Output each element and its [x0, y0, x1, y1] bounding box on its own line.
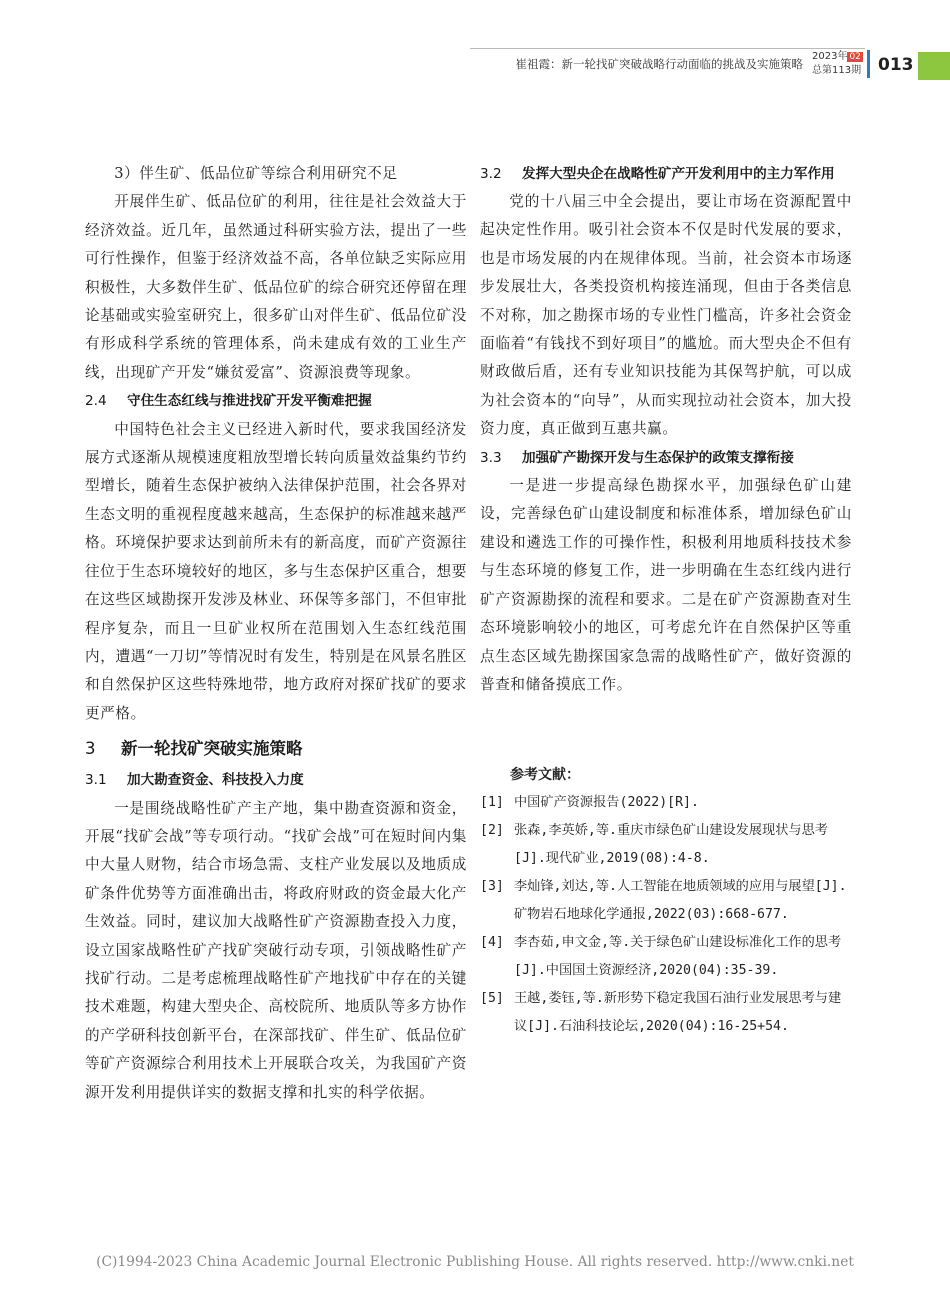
section-title: 守住生态红线与推进找矿开发平衡难把握: [127, 393, 372, 410]
spacer: [480, 699, 852, 761]
header-color-tab: [918, 52, 950, 80]
issue-info: [812, 50, 874, 77]
right-column: [480, 160, 852, 1041]
header-rule: [470, 48, 865, 49]
reference-number: [2]: [480, 823, 504, 839]
reference-item: [480, 985, 852, 1041]
total-issue: 总第113期: [812, 65, 862, 76]
issue-year: 2023年: [812, 51, 848, 62]
section-heading-3-3: [480, 444, 852, 472]
reference-number: [1]: [480, 795, 504, 811]
running-title: 崔祖霞：新一轮找矿突破战略行动面临的挑战及实施策略: [515, 57, 803, 71]
page-number: 013: [878, 55, 914, 75]
reference-item: [480, 789, 852, 817]
paragraph: 一是围绕战略性矿产主产地，集中勘查资源和资金，开展“找矿会战”等专项行动。“找矿会战”可在短时间内集中大量人财物，结合市场急需、支柱产业发展以及地质成矿条件优势等方面准确出击，将政府财政的资金最大化产生效益。同时，建议加大战略性矿产资源勘查投入力度，设立国家战略性矿产找矿突破行动专项，引领战略性矿产找矿行动。二是考虑梳理战略性矿产地找矿中存在的关键技术难题，构建大型央企、高校院所、地质队等多方协作的产学研科技创新平台，在深部找矿、伴生矿、低品位矿等矿产资源综合利用技术上开展联合攻关，为我国矿产资源开发利用提供详实的数据支撑和扎实的科学依据。: [85, 799, 467, 1101]
section-number: 3: [85, 739, 96, 759]
reference-list: [480, 789, 852, 1041]
paragraph: 一是进一步提高绿色勘探水平，加强绿色矿山建设，完善绿色矿山建设制度和标准体系，增加绿色矿山建设和遴选工作的可操作性，积极利用地质科技技术参与生态环境的修复工作，进一步明确在生态红线内进行矿产资源勘探的流程和要求。二是在矿产资源勘查对生态环境影响较小的地区，可考虑允许在自然保护区等重点生态区域先勘探国家急需的战略性矿产，做好资源的普查和储备摸底工作。: [480, 477, 852, 693]
section-number: 3.2: [480, 166, 502, 182]
paragraph: 开展伴生矿、低品位矿的利用，往往是社会效益大于经济效益。近几年，虽然通过科研实验方法，提出了一些可行性操作，但鉴于经济效益不高，各单位缺乏实际应用积极性，大多数伴生矿、低品位矿的综合研究还停留在理论基础或实验室研究上，很多矿山对伴生矿、低品位矿没有形成科学系统的管理体系，尚未建成有效的工业生产线，出现矿产开发“嫌贫爱富”、资源浪费等现象。: [85, 193, 467, 381]
reference-text: 李灿锋,刘达,等.人工智能在地质领域的应用与展望[J].矿物岩石地球化学通报,2022(03):668-677.: [514, 879, 847, 923]
left-column: [85, 160, 467, 1107]
reference-text: 中国矿产资源报告(2022)[R].: [514, 795, 699, 811]
reference-item: [480, 817, 852, 873]
section-heading-2-4: [85, 387, 467, 415]
sub-heading-3: 3）伴生矿、低品位矿等综合利用研究不足: [114, 165, 398, 182]
reference-text: 张森,李英娇,等.重庆市绿色矿山建设发展现状与思考[J].现代矿业,2019(08):4-8.: [514, 823, 828, 867]
section-number: 2.4: [85, 393, 107, 410]
reference-number: [5]: [480, 991, 504, 1007]
section-title: 加强矿产勘探开发与生态保护的政策支撑衔接: [522, 449, 794, 466]
reference-text: 王越,娄钰,等.新形势下稳定我国石油行业发展思考与建议[J].石油科技论坛,2020(04):16-25+54.: [514, 991, 842, 1035]
section-heading-3: [85, 732, 467, 766]
reference-item: [480, 929, 852, 985]
references-title: 参考文献：: [510, 767, 580, 784]
copyright-footer: (C)1994-2023 China Academic Journal Electronic Publishing House. All rights reserved. http://www.cnki.net: [96, 1254, 854, 1270]
section-number: 3.1: [85, 772, 107, 789]
issue-number-badge: 02: [849, 52, 861, 62]
reference-text: 李杏茹,申文金,等.关于绿色矿山建设标准化工作的思考[J].中国国土资源经济,2020(04):35-39.: [514, 935, 842, 979]
paragraph: 中国特色社会主义已经进入新时代，要求我国经济发展方式逐渐从规模速度粗放型增长转向质量效益集约节约型增长，随着生态保护被纳入法律保护范围，社会各界对生态文明的重视程度越来越高，生态保护的标准越来越严格。环境保护要求达到前所未有的新高度，而矿产资源往往位于生态环境较好的地区，多与生态保护区重合，想要在这些区域勘探开发涉及林业、环保等多部门，不但审批程序复杂，而且一旦矿业权所在范围划入生态红线范围内，遭遇“一刀切”等情况时有发生，特别是在风景名胜区和自然保护区这些特殊地带，地方政府对探矿找矿的要求更严格。: [85, 420, 467, 722]
section-title: 发挥大型央企在战略性矿产开发利用中的主力军作用: [522, 166, 835, 182]
header-separator: [867, 50, 870, 78]
section-heading-3-2: [480, 160, 852, 188]
section-number: 3.3: [480, 449, 502, 466]
reference-number: [3]: [480, 879, 504, 895]
section-title: 新一轮找矿突破实施策略: [121, 739, 303, 759]
section-heading-3-1: [85, 766, 467, 794]
reference-number: [4]: [480, 935, 504, 951]
paragraph: 党的十八届三中全会提出，要让市场在资源配置中起决定性作用。吸引社会资本不仅是时代发展的要求，也是市场发展的内在规律体现。当前，社会资本市场逐步发展壮大，各类投资机构接连涌现，但由于各类信息不对称，加之勘探市场的专业性门槛高，许多社会资金面临着“有钱找不到好项目”的尴尬。而大型央企不但有财政做后盾，还有专业知识技能为其保驾护航，可以成为社会资本的“向导”，从而实现拉动社会资本，加大投资力度，真正做到互惠共赢。: [480, 193, 852, 438]
section-title: 加大勘查资金、科技投入力度: [127, 772, 304, 789]
reference-item: [480, 873, 852, 929]
